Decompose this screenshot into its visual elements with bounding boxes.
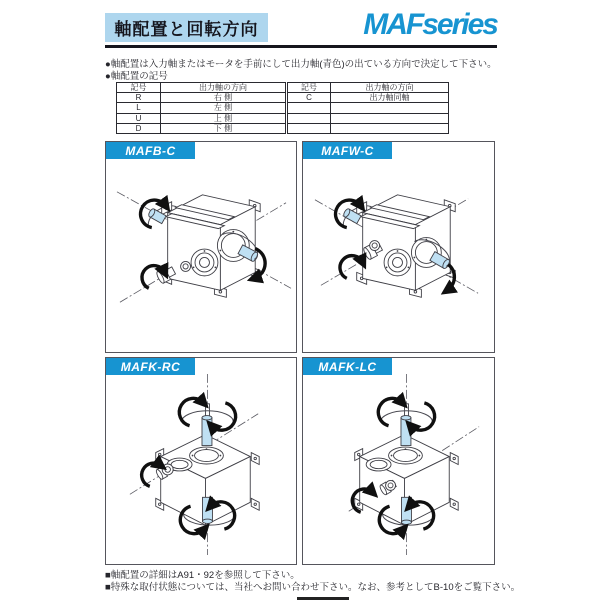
cell-symbol: R — [117, 93, 161, 103]
cell-symbol — [287, 113, 331, 123]
cell-symbol: U — [117, 113, 161, 123]
gearbox-diagram-mafk-lc — [303, 366, 494, 564]
header-cell: 記号 — [287, 83, 331, 93]
table-row — [117, 113, 449, 123]
page-title: 軸配置と回転方向 — [105, 13, 268, 42]
gearbox-diagram-mafw-c — [303, 150, 494, 352]
panel-label: MAFK-LC — [303, 358, 392, 375]
note-line-2: ●軸配置の記号 — [105, 71, 168, 82]
cell-direction — [331, 123, 449, 133]
panel-mafk-rc — [105, 357, 297, 565]
header-rule — [105, 45, 497, 48]
panel-mafw-c — [302, 141, 495, 353]
cell-symbol — [287, 103, 331, 113]
header-cell: 出力軸の方向 — [161, 83, 287, 93]
shaft-symbol-table — [116, 82, 449, 134]
cell-direction: 出力軸同軸 — [331, 93, 449, 103]
cell-symbol: C — [287, 93, 331, 103]
header-cell: 記号 — [117, 83, 161, 93]
table-row — [117, 93, 449, 103]
note-line-1: ●軸配置は入力軸またはモータを手前にして出力軸(青色)の出ている方向で決定して下さい。 — [105, 59, 497, 70]
footnote-line-1: ■軸配置の詳細はA91・92を参照して下さい。 — [105, 570, 300, 581]
table-row — [117, 103, 449, 113]
gearbox-diagram-mafb-c — [106, 150, 296, 352]
panel-mafk-lc — [302, 357, 495, 565]
gearbox-diagram-mafk-rc — [106, 366, 296, 564]
panel-label: MAFW-C — [303, 142, 392, 159]
cell-direction: 下 側 — [161, 123, 287, 133]
cell-symbol: D — [117, 123, 161, 133]
cell-direction: 上 側 — [161, 113, 287, 123]
footnote-line-2: ■特殊な取付状態については、当社へお問い合わせ下さい。なお、参考としてB-10をご覧下さい。 — [105, 582, 521, 593]
table-row — [117, 123, 449, 133]
table-header-row — [117, 83, 449, 93]
brand-logo: MAFseries — [363, 8, 497, 41]
cell-direction — [331, 103, 449, 113]
cell-symbol — [287, 123, 331, 133]
cell-direction: 右 側 — [161, 93, 287, 103]
panel-label: MAFB-C — [106, 142, 195, 159]
cell-direction: 左 側 — [161, 103, 287, 113]
cell-direction — [331, 113, 449, 123]
panel-mafb-c — [105, 141, 297, 353]
panel-label: MAFK-RC — [106, 358, 195, 375]
cell-symbol: L — [117, 103, 161, 113]
header-cell: 出力軸の方向 — [331, 83, 449, 93]
